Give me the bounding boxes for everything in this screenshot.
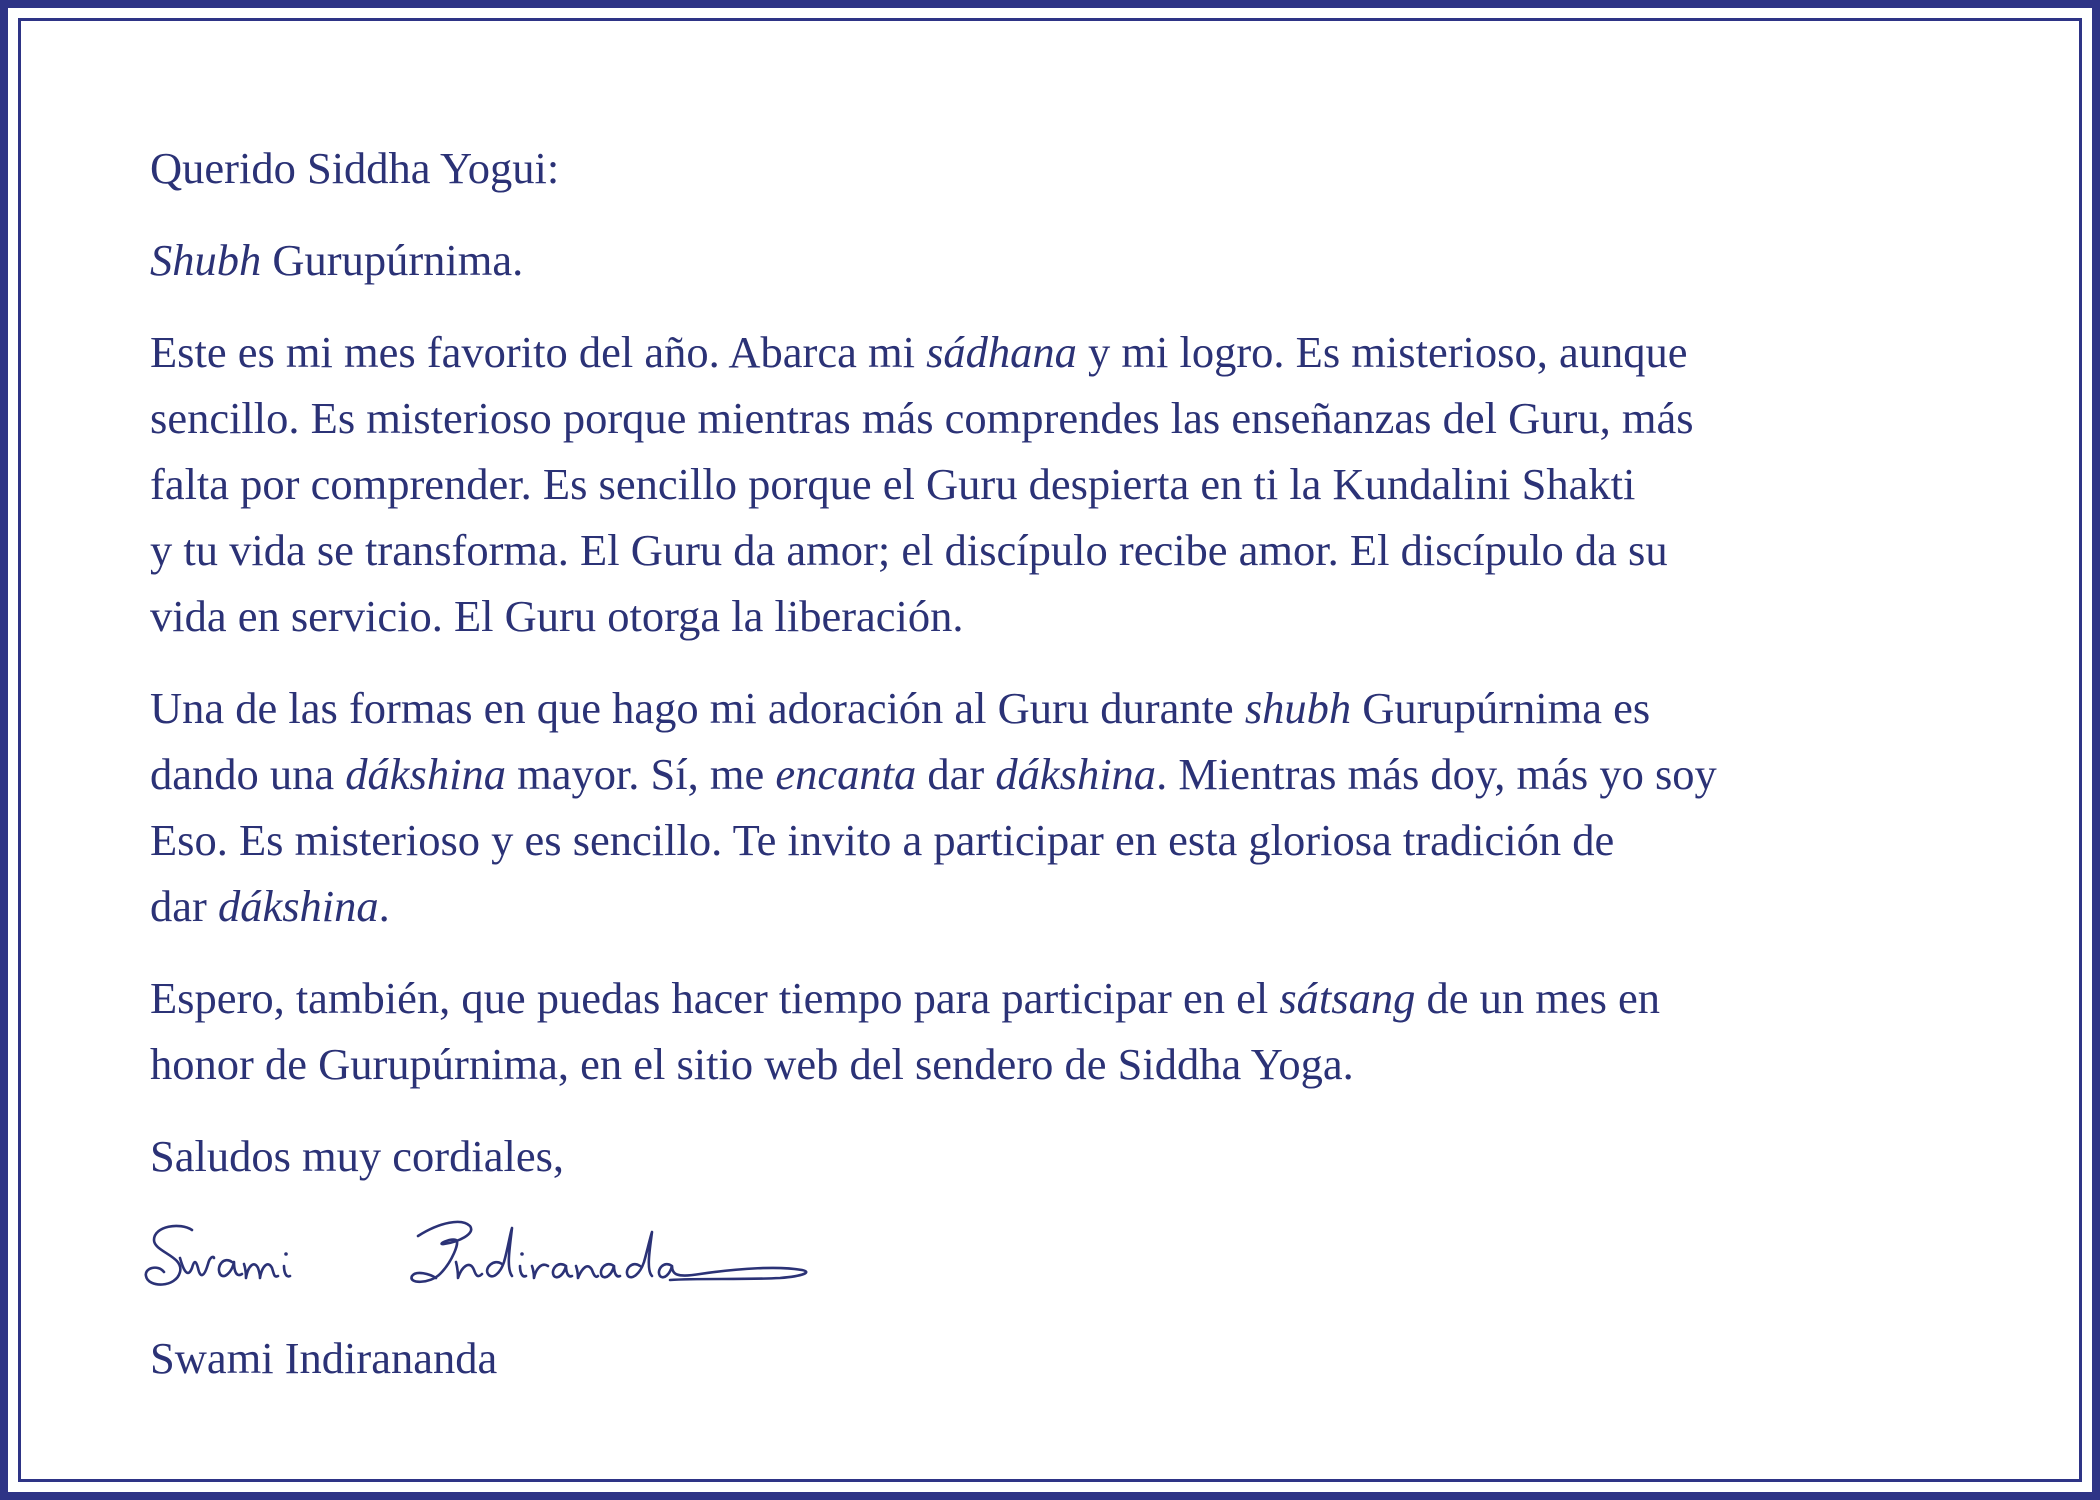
salutation xyxy=(150,135,1980,201)
text-span: Este es mi mes favorito del año. Abarca mi xyxy=(150,327,927,377)
italic-term: dákshina xyxy=(995,749,1157,799)
signature-stroke xyxy=(576,1266,598,1278)
signature-stroke xyxy=(180,1257,214,1275)
paragraph-3 xyxy=(150,965,1980,1097)
italic-term: dákshina xyxy=(345,749,506,799)
italic-term: sátsang xyxy=(1279,973,1416,1023)
paragraph-3-line-2: honor de Gurupúrnima, en el sitio web del sendero de Siddha Yoga. xyxy=(150,1039,1354,1089)
signer-name: Swami Indirananda xyxy=(150,1333,498,1383)
signature-dot xyxy=(284,1252,288,1256)
handwritten-signature xyxy=(140,1212,820,1312)
salutation-text: Querido Siddha Yogui: xyxy=(150,143,560,193)
signature-stroke xyxy=(659,1264,806,1280)
signature-stroke xyxy=(487,1228,512,1276)
signature-stroke xyxy=(456,1262,482,1278)
signature-stroke xyxy=(601,1264,620,1277)
signature-dot xyxy=(520,1252,524,1256)
signature-stroke xyxy=(412,1222,472,1282)
text-span: Espero, también, que puedas hacer tiempo para participar en el xyxy=(150,973,1280,1023)
paragraph-3-line-1 xyxy=(150,965,1980,1031)
text-span: Gurupúrnima es xyxy=(1351,683,1651,733)
text-span: dando una xyxy=(150,749,346,799)
italic-term: sádhana xyxy=(926,327,1077,377)
signature-stroke xyxy=(520,1266,526,1276)
closing-text: Saludos muy cordiales, xyxy=(150,1131,565,1181)
paragraph-1-line-5: vida en servicio. El Guru otorga la liberación. xyxy=(150,591,964,641)
paragraph-1-line-4: y tu vida se transforma. El Guru da amor; el discípulo recibe amor. El discípulo da su xyxy=(150,525,1668,575)
italic-term: shubh xyxy=(1244,683,1352,733)
greeting xyxy=(150,227,1980,293)
text-span: dar xyxy=(916,749,996,799)
text-span: . Mientras más doy, más yo soy xyxy=(1156,749,1717,799)
paragraph-1-line-1 xyxy=(150,319,1980,385)
signature-stroke xyxy=(146,1226,192,1285)
closing xyxy=(150,1123,1980,1189)
paragraph-2-line-1 xyxy=(150,675,1980,741)
text-span: mayor. Sí, me xyxy=(505,749,776,799)
signature-stroke xyxy=(532,1265,548,1278)
text-span: de un mes en xyxy=(1415,973,1661,1023)
greeting-italic: Shubh xyxy=(150,235,262,285)
paragraph-2-line-2 xyxy=(150,741,1980,807)
signature-stroke xyxy=(219,1260,242,1276)
signature-stroke xyxy=(244,1264,278,1278)
text-span: . xyxy=(378,881,390,931)
paragraph-2 xyxy=(150,675,1980,939)
signature-stroke xyxy=(284,1266,290,1276)
paragraph-2-line-4 xyxy=(150,873,1980,939)
signature-stroke xyxy=(627,1232,652,1277)
paragraph-1-line-3: falta por comprender. Es sencillo porque el Guru despierta en ti la Kundalini Shakti xyxy=(150,459,1636,509)
italic-term: dákshina xyxy=(217,881,379,931)
italic-term: encanta xyxy=(775,749,917,799)
greeting-rest: Gurupúrnima. xyxy=(261,235,524,285)
text-span: y mi logro. Es misterioso, aunque xyxy=(1076,327,1688,377)
paragraph-1-line-2: sencillo. Es misterioso porque mientras más comprendes las enseñanzas del Guru, más xyxy=(150,393,1694,443)
paragraph-2-line-3: Eso. Es misterioso y es sencillo. Te invito a participar en esta gloriosa tradición de xyxy=(150,815,1615,865)
paragraph-1 xyxy=(150,319,1980,649)
letter-body xyxy=(150,135,1980,1215)
text-span: dar xyxy=(150,881,218,931)
text-span: Una de las formas en que hago mi adoración al Guru durante xyxy=(150,683,1245,733)
signature-stroke xyxy=(553,1264,572,1277)
